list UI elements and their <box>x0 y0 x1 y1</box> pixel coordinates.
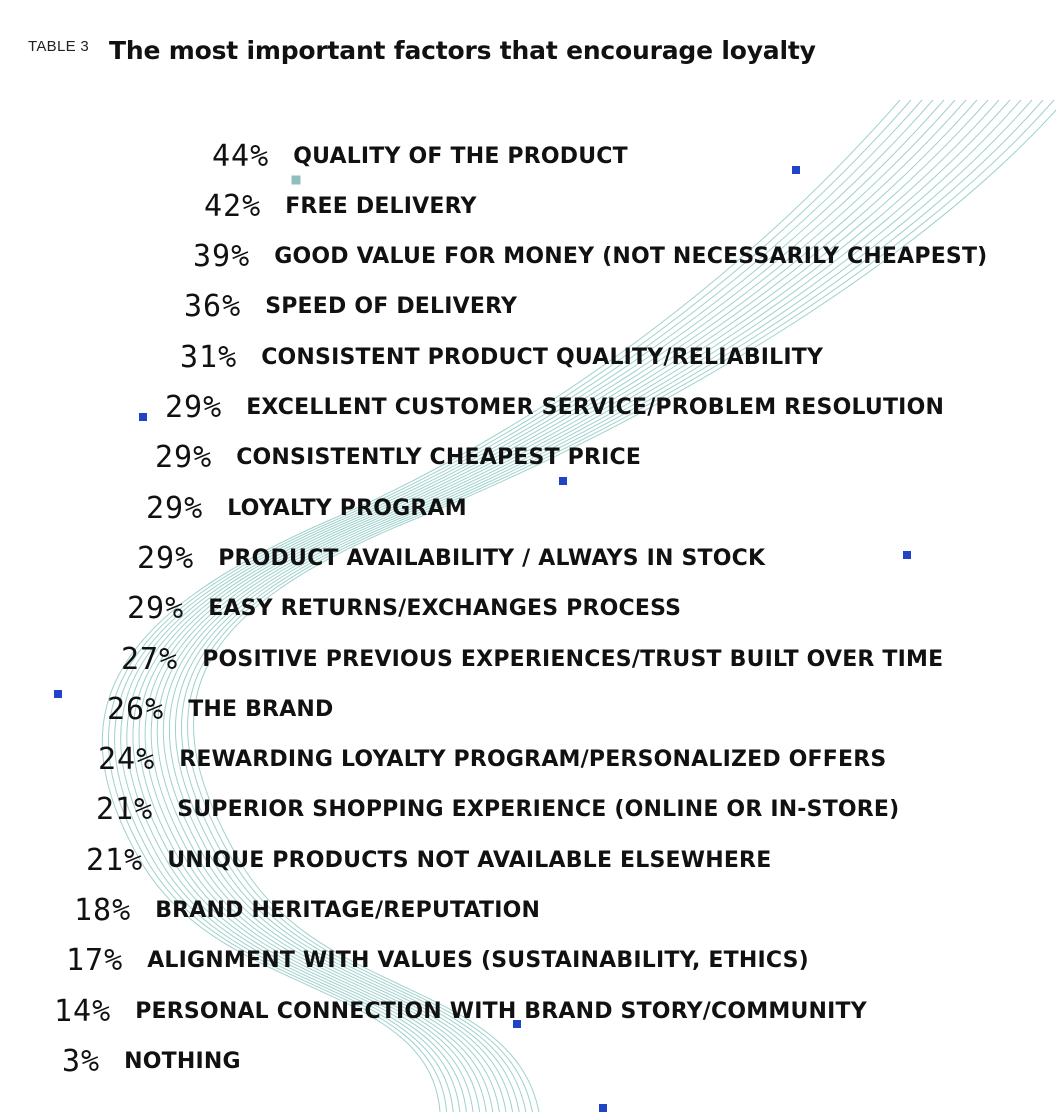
table-number-label: TABLE 3 <box>28 38 90 55</box>
factor-label: QUALITY OF THE PRODUCT <box>293 143 628 169</box>
factor-row <box>66 941 809 981</box>
decor-square <box>903 551 911 559</box>
factor-row <box>184 287 517 327</box>
factor-label: NOTHING <box>124 1048 241 1074</box>
factor-row <box>212 136 628 176</box>
factor-label: REWARDING LOYALTY PROGRAM/PERSONALIZED OFFERS <box>179 747 887 773</box>
factor-label: THE BRAND <box>188 696 334 722</box>
factor-label: POSITIVE PREVIOUS EXPERIENCES/TRUST BUILT OVER TIME <box>202 646 944 672</box>
factor-row <box>127 589 681 629</box>
factor-percentage: 29% <box>127 591 185 627</box>
factor-label: EASY RETURNS/EXCHANGES PROCESS <box>208 596 682 622</box>
factor-label: PERSONAL CONNECTION WITH BRAND STORY/COMMUNITY <box>135 998 867 1024</box>
factor-percentage: 14% <box>54 993 112 1029</box>
factor-percentage: 36% <box>184 289 242 325</box>
factor-label: FREE DELIVERY <box>285 193 477 219</box>
factor-percentage: 18% <box>74 893 132 928</box>
factor-percentage: 3% <box>62 1043 101 1079</box>
factor-row <box>86 840 771 880</box>
factor-row <box>155 438 641 478</box>
factor-row <box>165 388 944 428</box>
factor-row <box>180 337 823 377</box>
factor-row <box>74 891 540 931</box>
factor-percentage: 21% <box>96 792 154 828</box>
decor-square <box>599 1104 607 1112</box>
page-title: The most important factors that encourage loyalty <box>109 36 816 65</box>
factor-percentage: 26% <box>107 691 165 727</box>
factor-row <box>137 538 765 578</box>
factor-label: PRODUCT AVAILABILITY / ALWAYS IN STOCK <box>218 545 766 571</box>
factor-percentage: 29% <box>137 540 195 576</box>
factor-label: SPEED OF DELIVERY <box>265 294 518 320</box>
decor-square <box>292 176 301 185</box>
factor-label: GOOD VALUE FOR MONEY (NOT NECESSARILY CHEAPEST) <box>274 244 988 270</box>
factor-percentage: 44% <box>212 138 270 174</box>
factor-row <box>107 689 334 729</box>
factor-percentage: 31% <box>180 339 238 375</box>
factor-percentage: 29% <box>155 440 213 476</box>
factor-row <box>146 488 467 528</box>
decor-square <box>792 166 800 174</box>
factor-label: ALIGNMENT WITH VALUES (SUSTAINABILITY, ETHICS) <box>147 948 809 974</box>
factor-percentage: 27% <box>121 641 179 677</box>
factor-percentage: 42% <box>204 188 262 224</box>
table-header <box>28 36 816 65</box>
factor-percentage: 39% <box>193 239 251 275</box>
factor-label: CONSISTENT PRODUCT QUALITY/RELIABILITY <box>261 344 824 370</box>
factor-label: EXCELLENT CUSTOMER SERVICE/PROBLEM RESOLUTION <box>246 395 945 420</box>
factor-percentage: 29% <box>165 390 223 425</box>
decor-square <box>54 690 62 698</box>
factor-percentage: 21% <box>86 842 144 878</box>
factor-label: UNIQUE PRODUCTS NOT AVAILABLE ELSEWHERE <box>167 847 772 873</box>
factor-row <box>62 1041 241 1081</box>
factor-percentage: 24% <box>98 742 156 778</box>
factor-row <box>204 186 477 226</box>
decor-square <box>139 413 147 421</box>
factor-row <box>98 740 886 780</box>
factor-label: BRAND HERITAGE/REPUTATION <box>155 898 541 923</box>
decor-square <box>559 477 567 485</box>
factor-row <box>121 639 943 679</box>
factor-label: LOYALTY PROGRAM <box>227 495 467 521</box>
factor-label: SUPERIOR SHOPPING EXPERIENCE (ONLINE OR IN-STORE) <box>177 797 900 823</box>
factor-label: CONSISTENTLY CHEAPEST PRICE <box>236 445 642 471</box>
factor-row <box>193 237 987 277</box>
factor-row <box>54 991 867 1031</box>
factor-percentage: 29% <box>146 490 204 526</box>
factor-percentage: 17% <box>66 943 124 979</box>
factor-row <box>96 790 899 830</box>
